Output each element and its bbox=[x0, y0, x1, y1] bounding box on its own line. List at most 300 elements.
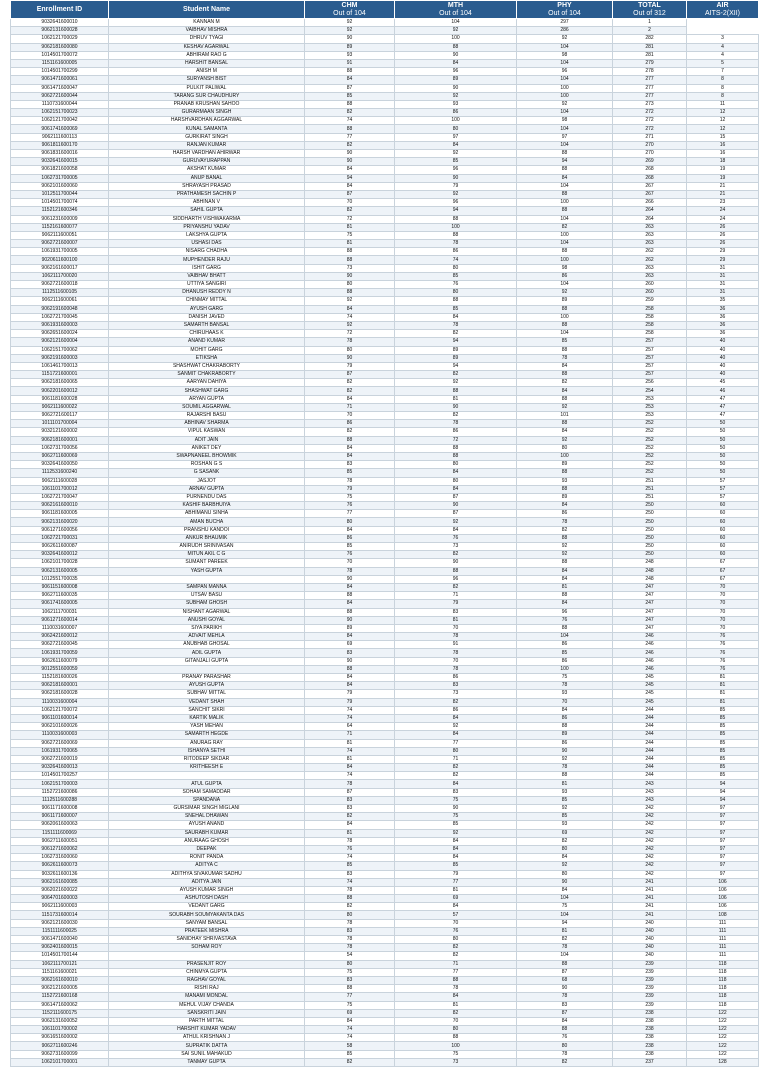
air-rank-cell: 46 bbox=[687, 387, 759, 395]
mth-score-cell: 82 bbox=[395, 1009, 517, 1017]
air-rank-cell: 26 bbox=[687, 240, 759, 248]
table-row bbox=[11, 27, 759, 35]
header-student-name: Student Name bbox=[109, 1, 305, 19]
student-name-cell: RONIT PANDA bbox=[109, 854, 305, 862]
total-score-cell: 258 bbox=[613, 321, 687, 329]
table-row bbox=[11, 420, 759, 428]
phy-score-cell: 82 bbox=[517, 936, 613, 944]
phy-score-cell: 86 bbox=[517, 657, 613, 665]
student-name-cell: AYUSH GUPTA bbox=[109, 682, 305, 690]
total-score-cell: 277 bbox=[613, 84, 687, 92]
phy-score-cell: 84 bbox=[517, 502, 613, 510]
enrollment-id-cell: 9061271600014 bbox=[11, 616, 109, 624]
total-score-cell: 257 bbox=[613, 338, 687, 346]
mth-score-cell: 96 bbox=[395, 68, 517, 76]
table-row bbox=[11, 764, 759, 772]
chm-score-cell: 84 bbox=[305, 76, 395, 84]
enrollment-id-cell: 1062151700062 bbox=[11, 346, 109, 354]
air-rank-cell: 4 bbox=[687, 43, 759, 51]
table-row bbox=[11, 829, 759, 837]
enrollment-id-cell: 9062161600085 bbox=[11, 878, 109, 886]
student-name-cell: SUBHAV MITTAL bbox=[109, 690, 305, 698]
phy-score-cell: 88 bbox=[517, 305, 613, 313]
mth-score-cell: 84 bbox=[395, 59, 517, 67]
phy-score-cell: 84 bbox=[517, 567, 613, 575]
chm-score-cell: 81 bbox=[305, 829, 395, 837]
mth-score-cell: 92 bbox=[395, 190, 517, 198]
student-name-cell: NISHANT AGARWAL bbox=[109, 608, 305, 616]
chm-score-cell: 90 bbox=[305, 616, 395, 624]
total-score-cell: 244 bbox=[613, 764, 687, 772]
total-score-cell: 245 bbox=[613, 674, 687, 682]
student-name-cell: CHINMYA GUPTA bbox=[109, 968, 305, 976]
enrollment-id-cell: 1062721700047 bbox=[11, 493, 109, 501]
enrollment-id-cell: 1152111600175 bbox=[11, 1009, 109, 1017]
mth-score-cell: 84 bbox=[395, 903, 517, 911]
student-name-cell: ISHANYA SETHI bbox=[109, 747, 305, 755]
phy-score-cell: 81 bbox=[517, 927, 613, 935]
air-rank-cell: 85 bbox=[687, 714, 759, 722]
air-rank-cell: 36 bbox=[687, 321, 759, 329]
air-rank-cell: 31 bbox=[687, 281, 759, 289]
table-row bbox=[11, 690, 759, 698]
phy-score-cell: 90 bbox=[517, 985, 613, 993]
chm-score-cell: 85 bbox=[305, 1050, 395, 1058]
student-name-cell: SHRAYASH PRASAD bbox=[109, 182, 305, 190]
student-name-cell: KANNAN M bbox=[109, 19, 305, 27]
air-rank-cell: 85 bbox=[687, 731, 759, 739]
total-score-cell: 266 bbox=[613, 199, 687, 207]
mth-score-cell: 73 bbox=[395, 543, 517, 551]
chm-score-cell: 84 bbox=[305, 583, 395, 591]
air-rank-cell: 67 bbox=[687, 575, 759, 583]
table-row bbox=[11, 59, 759, 67]
enrollment-id-cell: 9062111600051 bbox=[11, 231, 109, 239]
chm-score-cell: 92 bbox=[305, 321, 395, 329]
phy-score-cell: 78 bbox=[517, 944, 613, 952]
air-rank-cell: 76 bbox=[687, 657, 759, 665]
student-name-cell: ISHIT GARG bbox=[109, 264, 305, 272]
student-name-cell: VEDANT SHAH bbox=[109, 698, 305, 706]
mth-score-cell: 104 bbox=[395, 19, 517, 27]
total-score-cell: 240 bbox=[613, 936, 687, 944]
enrollment-id-cell: 9062161600010 bbox=[11, 502, 109, 510]
phy-score-cell: 88 bbox=[517, 624, 613, 632]
enrollment-id-cell: 1061101700012 bbox=[11, 485, 109, 493]
chm-score-cell: 74 bbox=[305, 772, 395, 780]
student-name-cell: ADIT JAIN bbox=[109, 436, 305, 444]
air-rank-cell: 60 bbox=[687, 526, 759, 534]
enrollment-id-cell: 1062121700072 bbox=[11, 706, 109, 714]
chm-score-cell: 84 bbox=[305, 1017, 395, 1025]
student-name-cell: VIPUL KASWAN bbox=[109, 428, 305, 436]
table-row bbox=[11, 51, 759, 59]
chm-score-cell: 78 bbox=[305, 919, 395, 927]
mth-score-cell: 74 bbox=[395, 256, 517, 264]
student-name-cell: ATHUL KRISHNAN J bbox=[109, 1034, 305, 1042]
mth-score-cell: 87 bbox=[395, 510, 517, 518]
phy-score-cell: 92 bbox=[517, 436, 613, 444]
air-rank-cell: 94 bbox=[687, 788, 759, 796]
student-name-cell: GITANJALI GUPTA bbox=[109, 657, 305, 665]
enrollment-id-cell: 1151111600069 bbox=[11, 829, 109, 837]
enrollment-id-cell: 1152161600077 bbox=[11, 223, 109, 231]
chm-score-cell: 88 bbox=[305, 248, 395, 256]
mth-score-cell: 85 bbox=[395, 862, 517, 870]
total-score-cell: 241 bbox=[613, 911, 687, 919]
phy-score-cell: 84 bbox=[517, 575, 613, 583]
chm-score-cell: 84 bbox=[305, 452, 395, 460]
total-score-cell: 258 bbox=[613, 330, 687, 338]
air-rank-cell: 23 bbox=[687, 199, 759, 207]
total-score-cell: 239 bbox=[613, 960, 687, 968]
mth-score-cell: 71 bbox=[395, 592, 517, 600]
student-name-cell: ETIKSHA bbox=[109, 354, 305, 362]
air-rank-cell: 70 bbox=[687, 608, 759, 616]
student-name-cell: SAHIL GUPTA bbox=[109, 207, 305, 215]
total-score-cell: 248 bbox=[613, 559, 687, 567]
mth-score-cell: 70 bbox=[395, 624, 517, 632]
student-name-cell: VAIBHAV MISHRA bbox=[109, 27, 305, 35]
phy-score-cell: 88 bbox=[517, 395, 613, 403]
chm-score-cell: 90 bbox=[305, 272, 395, 280]
air-rank-cell: 40 bbox=[687, 362, 759, 370]
table-row bbox=[11, 289, 759, 297]
chm-score-cell: 77 bbox=[305, 510, 395, 518]
table-row bbox=[11, 182, 759, 190]
enrollment-id-cell: 1014501700072 bbox=[11, 51, 109, 59]
table-row bbox=[11, 248, 759, 256]
table-row bbox=[11, 362, 759, 370]
student-name-cell: SHASHWAT CHAKRABORTY bbox=[109, 362, 305, 370]
phy-score-cell: 104 bbox=[517, 633, 613, 641]
enrollment-id-cell: 9062721600018 bbox=[11, 281, 109, 289]
student-name-cell: MEHUL VIJAY CHANDA bbox=[109, 1001, 305, 1009]
mth-score-cell: 72 bbox=[395, 436, 517, 444]
table-row bbox=[11, 174, 759, 182]
phy-score-cell: 69 bbox=[517, 829, 613, 837]
enrollment-id-cell: 9062721600117 bbox=[11, 412, 109, 420]
student-name-cell: PRATHAMESH SACHIN P bbox=[109, 190, 305, 198]
mth-score-cell: 70 bbox=[395, 1017, 517, 1025]
enrollment-id-cell: 1014501700299 bbox=[11, 68, 109, 76]
mth-score-cell: 80 bbox=[395, 461, 517, 469]
mth-score-cell: 78 bbox=[395, 321, 517, 329]
phy-score-cell: 82 bbox=[517, 1058, 613, 1066]
phy-score-cell: 83 bbox=[517, 1001, 613, 1009]
air-rank-cell: 122 bbox=[687, 1009, 759, 1017]
air-rank-cell: 18 bbox=[687, 158, 759, 166]
total-score-cell: 263 bbox=[613, 240, 687, 248]
phy-score-cell: 88 bbox=[517, 190, 613, 198]
enrollment-id-cell: 9032641600010 bbox=[11, 19, 109, 27]
mth-score-cell: 79 bbox=[395, 600, 517, 608]
total-score-cell: 246 bbox=[613, 649, 687, 657]
enrollment-id-cell: 9062181600001 bbox=[11, 682, 109, 690]
phy-score-cell: 88 bbox=[517, 150, 613, 158]
total-score-cell: 268 bbox=[613, 166, 687, 174]
enrollment-id-cell: 9062201600012 bbox=[11, 387, 109, 395]
chm-score-cell: 84 bbox=[305, 600, 395, 608]
chm-score-cell: 80 bbox=[305, 281, 395, 289]
phy-score-cell: 101 bbox=[517, 412, 613, 420]
chm-score-cell: 84 bbox=[305, 526, 395, 534]
enrollment-id-cell: 1062151700023 bbox=[11, 109, 109, 117]
air-rank-cell: 24 bbox=[687, 215, 759, 223]
phy-score-cell: 84 bbox=[517, 174, 613, 182]
total-score-cell: 238 bbox=[613, 1026, 687, 1034]
table-row bbox=[11, 297, 759, 305]
total-score-cell: 241 bbox=[613, 878, 687, 886]
enrollment-id-cell: 1012511700044 bbox=[11, 190, 109, 198]
table-row bbox=[11, 281, 759, 289]
chm-score-cell: 93 bbox=[305, 51, 395, 59]
air-rank-cell: 60 bbox=[687, 534, 759, 542]
air-rank-cell: 97 bbox=[687, 870, 759, 878]
chm-score-cell: 80 bbox=[305, 518, 395, 526]
phy-score-cell: 89 bbox=[517, 731, 613, 739]
total-score-cell: 243 bbox=[613, 796, 687, 804]
student-name-cell: HARSH VARDHAN AHIRWAR bbox=[109, 150, 305, 158]
phy-score-cell: 78 bbox=[517, 764, 613, 772]
table-row bbox=[11, 845, 759, 853]
student-name-cell: JASJOT bbox=[109, 477, 305, 485]
student-name-cell: KUNAL SAMANTA bbox=[109, 125, 305, 133]
phy-score-cell: 86 bbox=[517, 272, 613, 280]
student-name-cell: SAMARTH BANSAL bbox=[109, 321, 305, 329]
enrollment-id-cell: 9061741600069 bbox=[11, 125, 109, 133]
table-row bbox=[11, 592, 759, 600]
total-score-cell: 257 bbox=[613, 362, 687, 370]
phy-score-cell: 84 bbox=[517, 387, 613, 395]
student-name-cell: RAGHAV GOYAL bbox=[109, 976, 305, 984]
air-rank-cell: 76 bbox=[687, 641, 759, 649]
phy-score-cell: 100 bbox=[517, 452, 613, 460]
phy-score-cell: 84 bbox=[517, 1017, 613, 1025]
table-row bbox=[11, 600, 759, 608]
phy-score-cell: 78 bbox=[517, 993, 613, 1001]
air-rank-cell: 11 bbox=[687, 100, 759, 108]
air-rank-cell: 35 bbox=[687, 297, 759, 305]
air-rank-cell: 81 bbox=[687, 682, 759, 690]
air-rank-cell: 118 bbox=[687, 993, 759, 1001]
mth-score-cell: 88 bbox=[395, 567, 517, 575]
total-score-cell: 257 bbox=[613, 354, 687, 362]
total-score-cell: 257 bbox=[613, 371, 687, 379]
table-row bbox=[11, 1042, 759, 1050]
table-row bbox=[11, 321, 759, 329]
total-score-cell: 272 bbox=[613, 109, 687, 117]
total-score-cell: 242 bbox=[613, 854, 687, 862]
air-rank-cell: 47 bbox=[687, 403, 759, 411]
enrollment-id-cell: 9062731600099 bbox=[11, 1050, 109, 1058]
total-score-cell: 262 bbox=[613, 248, 687, 256]
header-chm: CHM Out of 104 bbox=[305, 1, 395, 19]
mth-score-cell: 84 bbox=[395, 731, 517, 739]
total-score-cell: 253 bbox=[613, 395, 687, 403]
enrollment-id-cell: 9061821600058 bbox=[11, 166, 109, 174]
enrollment-id-cell: 9062061600063 bbox=[11, 821, 109, 829]
student-name-cell: ADITHYA SIVAKUMAR SADHU bbox=[109, 870, 305, 878]
table-row bbox=[11, 150, 759, 158]
chm-score-cell: 78 bbox=[305, 886, 395, 894]
phy-score-cell: 100 bbox=[517, 231, 613, 239]
student-name-cell: SHASHWAT GARG bbox=[109, 387, 305, 395]
mth-score-cell: 90 bbox=[395, 84, 517, 92]
student-name-cell: PURNENDU DAS bbox=[109, 493, 305, 501]
chm-score-cell: 83 bbox=[305, 461, 395, 469]
phy-score-cell: 88 bbox=[517, 166, 613, 174]
phy-score-cell: 96 bbox=[517, 68, 613, 76]
phy-score-cell: 104 bbox=[517, 125, 613, 133]
air-rank-cell: 40 bbox=[687, 346, 759, 354]
student-name-cell: ADIL GUPTA bbox=[109, 649, 305, 657]
air-rank-cell: 36 bbox=[687, 313, 759, 321]
total-score-cell: 272 bbox=[613, 117, 687, 125]
total-score-cell: 252 bbox=[613, 420, 687, 428]
chm-score-cell: 72 bbox=[305, 215, 395, 223]
phy-score-cell: 82 bbox=[517, 526, 613, 534]
phy-score-cell: 88 bbox=[517, 469, 613, 477]
student-name-cell: SANMIT CHAKRABORTY bbox=[109, 371, 305, 379]
phy-score-cell: 78 bbox=[517, 1050, 613, 1058]
mth-score-cell: 71 bbox=[395, 960, 517, 968]
table-row bbox=[11, 502, 759, 510]
student-name-cell: ADITYA JAIN bbox=[109, 878, 305, 886]
table-row bbox=[11, 772, 759, 780]
table-row bbox=[11, 215, 759, 223]
phy-score-cell: 85 bbox=[517, 338, 613, 346]
mth-score-cell: 92 bbox=[395, 150, 517, 158]
table-row bbox=[11, 338, 759, 346]
enrollment-id-cell: 1062111700020 bbox=[11, 272, 109, 280]
mth-score-cell: 75 bbox=[395, 796, 517, 804]
total-score-cell: 250 bbox=[613, 510, 687, 518]
chm-score-cell: 75 bbox=[305, 968, 395, 976]
total-score-cell: 270 bbox=[613, 141, 687, 149]
enrollment-id-cell: 9062101600026 bbox=[11, 723, 109, 731]
enrollment-id-cell: 1151161600021 bbox=[11, 968, 109, 976]
student-name-cell: ASHUTOSH DASH bbox=[109, 895, 305, 903]
air-rank-cell: 70 bbox=[687, 600, 759, 608]
total-score-cell: 268 bbox=[613, 174, 687, 182]
student-name-cell: YASH GUPTA bbox=[109, 567, 305, 575]
phy-score-cell: 104 bbox=[517, 330, 613, 338]
air-rank-cell: 111 bbox=[687, 952, 759, 960]
mth-score-cell: 77 bbox=[395, 968, 517, 976]
enrollment-id-cell: 1112531600240 bbox=[11, 469, 109, 477]
phy-score-cell: 84 bbox=[517, 362, 613, 370]
phy-score-cell: 104 bbox=[517, 215, 613, 223]
air-rank-cell: 106 bbox=[687, 878, 759, 886]
table-row bbox=[11, 813, 759, 821]
total-score-cell: 250 bbox=[613, 551, 687, 559]
chm-score-cell: 88 bbox=[305, 592, 395, 600]
air-rank-cell: 122 bbox=[687, 1034, 759, 1042]
mth-score-cell: 70 bbox=[395, 919, 517, 927]
air-rank-cell: 47 bbox=[687, 395, 759, 403]
chm-score-cell: 82 bbox=[305, 141, 395, 149]
phy-score-cell: 89 bbox=[517, 461, 613, 469]
student-name-cell: VEDANT GARG bbox=[109, 903, 305, 911]
enrollment-id-cell: 1152721600086 bbox=[11, 788, 109, 796]
phy-score-cell: 85 bbox=[517, 649, 613, 657]
enrollment-id-cell: 9062721600069 bbox=[11, 739, 109, 747]
total-score-cell: 264 bbox=[613, 207, 687, 215]
enrollment-id-cell: 9062721600019 bbox=[11, 755, 109, 763]
phy-score-cell: 92 bbox=[517, 289, 613, 297]
student-name-cell: ANUSHI GOYAL bbox=[109, 616, 305, 624]
phy-score-cell: 82 bbox=[517, 223, 613, 231]
chm-score-cell: 77 bbox=[305, 133, 395, 141]
mth-score-cell: 90 bbox=[395, 174, 517, 182]
table-row bbox=[11, 469, 759, 477]
table-row bbox=[11, 821, 759, 829]
results-table bbox=[10, 0, 759, 1067]
total-score-cell: 253 bbox=[613, 403, 687, 411]
student-name-cell: SANCHIT SIKRI bbox=[109, 706, 305, 714]
phy-score-cell: 92 bbox=[517, 403, 613, 411]
header-total: TOTAL Out of 312 bbox=[613, 1, 687, 19]
chm-score-cell: 82 bbox=[305, 903, 395, 911]
student-name-cell: PULKIT PALIWAL bbox=[109, 84, 305, 92]
table-row bbox=[11, 583, 759, 591]
air-rank-cell: 4 bbox=[687, 51, 759, 59]
air-rank-cell: 97 bbox=[687, 805, 759, 813]
air-rank-cell: 21 bbox=[687, 190, 759, 198]
table-row bbox=[11, 518, 759, 526]
enrollment-id-cell: 9061151600008 bbox=[11, 583, 109, 591]
chm-score-cell: 92 bbox=[305, 19, 395, 27]
chm-score-cell: 83 bbox=[305, 796, 395, 804]
chm-score-cell: 90 bbox=[305, 150, 395, 158]
mth-score-cell: 92 bbox=[395, 379, 517, 387]
student-name-cell: ABHINAV SHARMA bbox=[109, 420, 305, 428]
air-rank-cell: 57 bbox=[687, 477, 759, 485]
student-name-cell: UTSAV BASU bbox=[109, 592, 305, 600]
phy-score-cell: 88 bbox=[517, 485, 613, 493]
mth-score-cell: 100 bbox=[395, 117, 517, 125]
chm-score-cell: 88 bbox=[305, 100, 395, 108]
total-score-cell: 246 bbox=[613, 641, 687, 649]
table-row bbox=[11, 706, 759, 714]
air-rank-cell: 21 bbox=[687, 182, 759, 190]
enrollment-id-cell: 9061171600007 bbox=[11, 813, 109, 821]
air-rank-cell: 85 bbox=[687, 706, 759, 714]
chm-score-cell: 74 bbox=[305, 878, 395, 886]
student-name-cell: USHASI DAS bbox=[109, 240, 305, 248]
enrollment-id-cell: 1151161600005 bbox=[11, 59, 109, 67]
enrollment-id-cell: 9061271600056 bbox=[11, 526, 109, 534]
table-row bbox=[11, 641, 759, 649]
student-name-cell: SUBHAM GHOSH bbox=[109, 600, 305, 608]
air-rank-cell: 70 bbox=[687, 592, 759, 600]
chm-score-cell: 69 bbox=[305, 641, 395, 649]
mth-score-cell: 86 bbox=[395, 674, 517, 682]
air-rank-cell: 60 bbox=[687, 510, 759, 518]
table-row bbox=[11, 936, 759, 944]
student-name-cell: RAJARSHI BASU bbox=[109, 412, 305, 420]
enrollment-id-cell: 9062101600060 bbox=[11, 182, 109, 190]
air-rank-cell: 16 bbox=[687, 141, 759, 149]
total-score-cell: 242 bbox=[613, 870, 687, 878]
enrollment-id-cell: 9032641600015 bbox=[11, 158, 109, 166]
table-row bbox=[11, 68, 759, 76]
mth-score-cell: 84 bbox=[395, 854, 517, 862]
mth-score-cell: 83 bbox=[395, 608, 517, 616]
total-score-cell: 278 bbox=[613, 68, 687, 76]
phy-score-cell: 84 bbox=[517, 706, 613, 714]
